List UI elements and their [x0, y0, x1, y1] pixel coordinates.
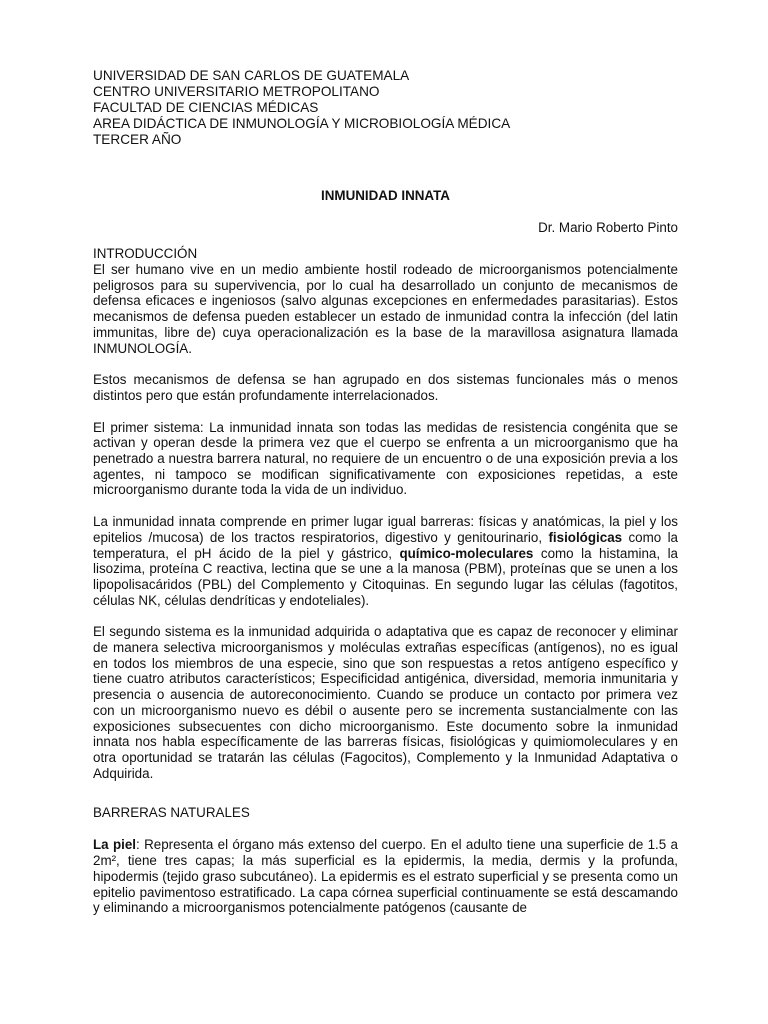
section-heading-introduccion: INTRODUCCIÓN: [93, 246, 198, 261]
paragraph-intro-2: Estos mecanismos de defensa se han agrupado en dos sistemas funcionales más o menos distintos pero que están profundamente interrelacionados.: [93, 372, 678, 403]
header-line-area: AREA DIDÁCTICA DE INMUNOLOGÍA Y MICROBIOLOGÍA MÉDICA: [93, 116, 511, 131]
paragraph-la-piel: [93, 837, 678, 916]
text-segment: como la histamina, la lisozima, proteína C reactiva, lectina que se une a la manosa (PBM), proteínas que se unen a los lipopolisacáridos (PBL) del Complemento y Citoquinas. En segundo lugar las células (fagotitos, células NK, células dendríticas y endoteliales).: [93, 545, 679, 608]
text-segment: La inmunidad innata comprende en primer lugar igual barreras: físicas y anatómicas, la piel y los epitelios /mucosa) de los tractos respiratorios, digestivo y genitourinario,: [93, 514, 678, 545]
bold-term-la-piel: La piel: [93, 837, 137, 853]
text-segment: como la temperatura, el pH ácido de la piel y gástrico,: [93, 529, 678, 561]
institution-header: [93, 68, 678, 148]
header-line-university: UNIVERSIDAD DE SAN CARLOS DE GUATEMALA: [93, 68, 410, 83]
text-segment: : Representa el órgano más extenso del cuerpo. En el adulto tiene una superficie de 1.5 a 2m², tiene tres capas; la más superficial es la epidermis, la media, dermis y la profunda, hipodermis (tejido graso subcutáneo). La epidermis es el estrato superficial y se presenta como un epitelio pavimentoso estratificado. La capa córnea superficial continuamente se está descamando y eliminando a microorganismos potencialmente patógenos (causante de: [93, 837, 678, 916]
section-heading-barreras-naturales: BARRERAS NATURALES: [93, 805, 250, 821]
bold-term-quimico-moleculares: químico-moleculares: [399, 545, 534, 561]
paragraph-inmunidad-innata: [93, 514, 678, 608]
header-line-faculty: FACULTAD DE CIENCIAS MÉDICAS: [93, 100, 319, 115]
bold-term-fisiologicas: fisiológicas: [548, 529, 623, 545]
header-line-center: CENTRO UNIVERSITARIO METROPOLITANO: [93, 84, 380, 99]
paragraph-segundo-sistema: El segundo sistema es la inmunidad adquirida o adaptativa que es capaz de reconocer y eliminar de manera selectiva microorganismos y moléculas extrañas específicas (antígenos), no es igual en todos los miembros de una especie, sino que son respuestas a retos antígeno específico y tiene cuatro atributos característicos; Especificidad antigénica, diversidad, memoria inmunitaria y presencia o ausencia de autoreconocimiento. Cuando se produce un contacto por primera vez con un microorganismo nuevo es débil o ausente pero se incrementa sustancialmente con las exposiciones subsecuentes con dicho microorganismo. Este documento sobre la inmunidad innata nos habla específicamente de las barreras físicas, fisiológicas y quimiomoleculares y en otra oportunidad se tratarán las células (Fagocitos), Complemento y la Inmunidad Adaptativa o Adquirida.: [93, 624, 678, 781]
paragraph-intro-1: El ser humano vive en un medio ambiente hostil rodeado de microorganismos potencialmente peligrosos para su supervivencia, por lo cual ha desarrollado un conjunto de mecanismos de defensa eficaces e ingeniosos (salvo algunas excepciones en enfermedades parasitarias). Estos mecanismos de defensa pueden establecer un estado de inmunidad contra la infección (del latin immunitas, libre de) cuya operacionalización es la base de la maravillosa asignatura llamada INMUNOLOGÍA.: [93, 262, 678, 356]
paragraph-primer-sistema: El primer sistema: La inmunidad innata son todas las medidas de resistencia congénita que se activan y operan desde la primera vez que el cuerpo se enfrenta a un microorganismo que ha penetrado a nuestra barrera natural, no requiere de un encuentro o de una exposición previa a los agentes, ni tampoco se modifican significativamente con exposiciones repetidas, a este microorganismo durante toda la vida de un individuo.: [93, 419, 678, 498]
document-title: INMUNIDAD INNATA: [321, 188, 450, 203]
header-line-year: TERCER AÑO: [93, 132, 182, 147]
document-author: Dr. Mario Roberto Pinto: [538, 220, 678, 235]
